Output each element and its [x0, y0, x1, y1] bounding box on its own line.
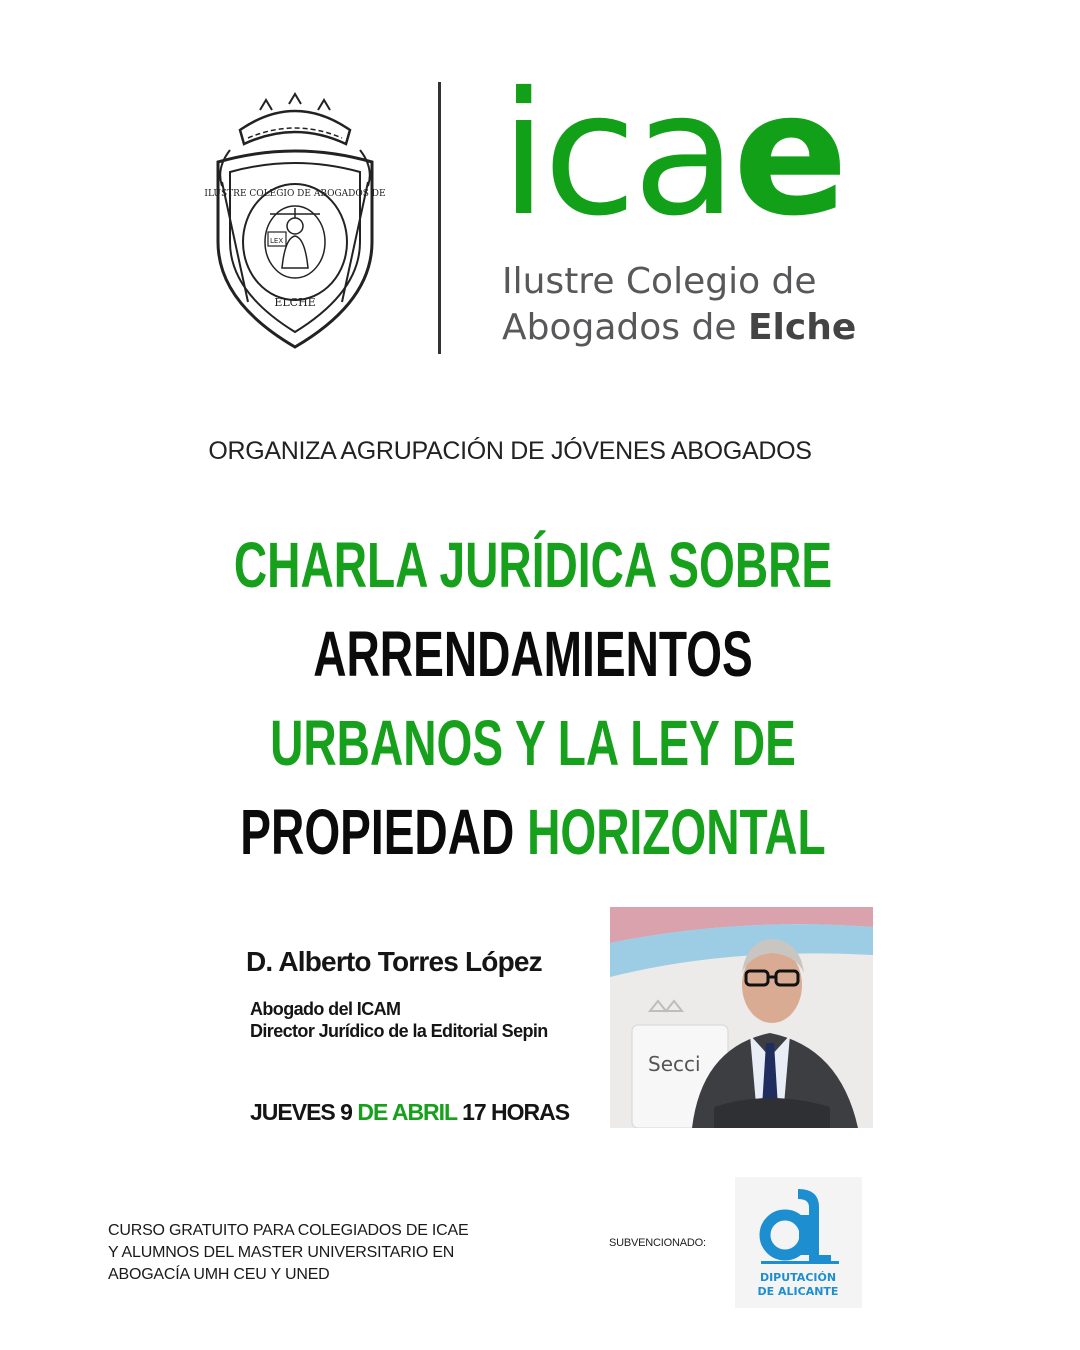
- college-name-line1: Ilustre Colegio de: [502, 261, 817, 302]
- icae-wordmark: [500, 56, 845, 254]
- event-date-line: [250, 1099, 569, 1126]
- brand-suffix: e: [732, 56, 845, 254]
- title-line-1: CHARLA JURÍDICA SOBRE: [233, 529, 833, 601]
- sponsor-logo-line1: DIPUTACIÓN: [759, 1271, 837, 1284]
- title-line-4: [149, 790, 917, 874]
- speaker-role-2: Director Jurídico de la Editorial Sepin: [250, 1021, 548, 1041]
- title-line-4-green: HORIZONTAL: [527, 796, 826, 868]
- speaker-photo: [610, 907, 873, 1128]
- sponsor-label: SUBVENCIONADO:: [609, 1237, 706, 1249]
- title-line-3: URBANOS Y LA LEY DE: [270, 707, 796, 779]
- title-line-2: ARRENDAMIENTOS: [313, 618, 753, 690]
- crest-ring-text: ILUSTRE COLEGIO DE ABOGADOS DE: [204, 189, 386, 199]
- speaker-name: D. Alberto Torres López: [246, 946, 542, 977]
- footer-line-1: CURSO GRATUITO PARA COLEGIADOS DE ICAE: [108, 1222, 469, 1239]
- header-divider: [438, 82, 441, 354]
- organizer-line: ORGANIZA AGRUPACIÓN DE JÓVENES ABOGADOS: [208, 437, 812, 465]
- photo-sign-text: Secci: [648, 1052, 701, 1076]
- brand-prefix: ica: [500, 56, 733, 254]
- footer-line-3: ABOGACÍA UMH CEU Y UNED: [108, 1266, 330, 1283]
- speaker-role-1: Abogado del ICAM: [250, 999, 401, 1019]
- sponsor-logo-line2: DE ALICANTE: [757, 1285, 839, 1298]
- college-crest-logo: [200, 92, 390, 354]
- college-name-city: Elche: [747, 307, 857, 348]
- event-day: JUEVES 9: [250, 1099, 352, 1125]
- crest-city-text: ELCHE: [274, 296, 316, 309]
- diputacion-alicante-logo: [735, 1177, 862, 1308]
- college-name-line2: [502, 306, 856, 350]
- event-time: 17 HORAS: [462, 1099, 570, 1125]
- footer-course-note: [108, 1220, 504, 1286]
- event-month: DE ABRIL: [357, 1099, 457, 1125]
- crest-book-text: LEX: [270, 237, 284, 245]
- college-name-line2-prefix: Abogados de: [502, 307, 748, 348]
- footer-line-2: Y ALUMNOS DEL MASTER UNIVERSITARIO EN: [108, 1244, 455, 1261]
- title-line-4-black: PROPIEDAD: [240, 796, 515, 868]
